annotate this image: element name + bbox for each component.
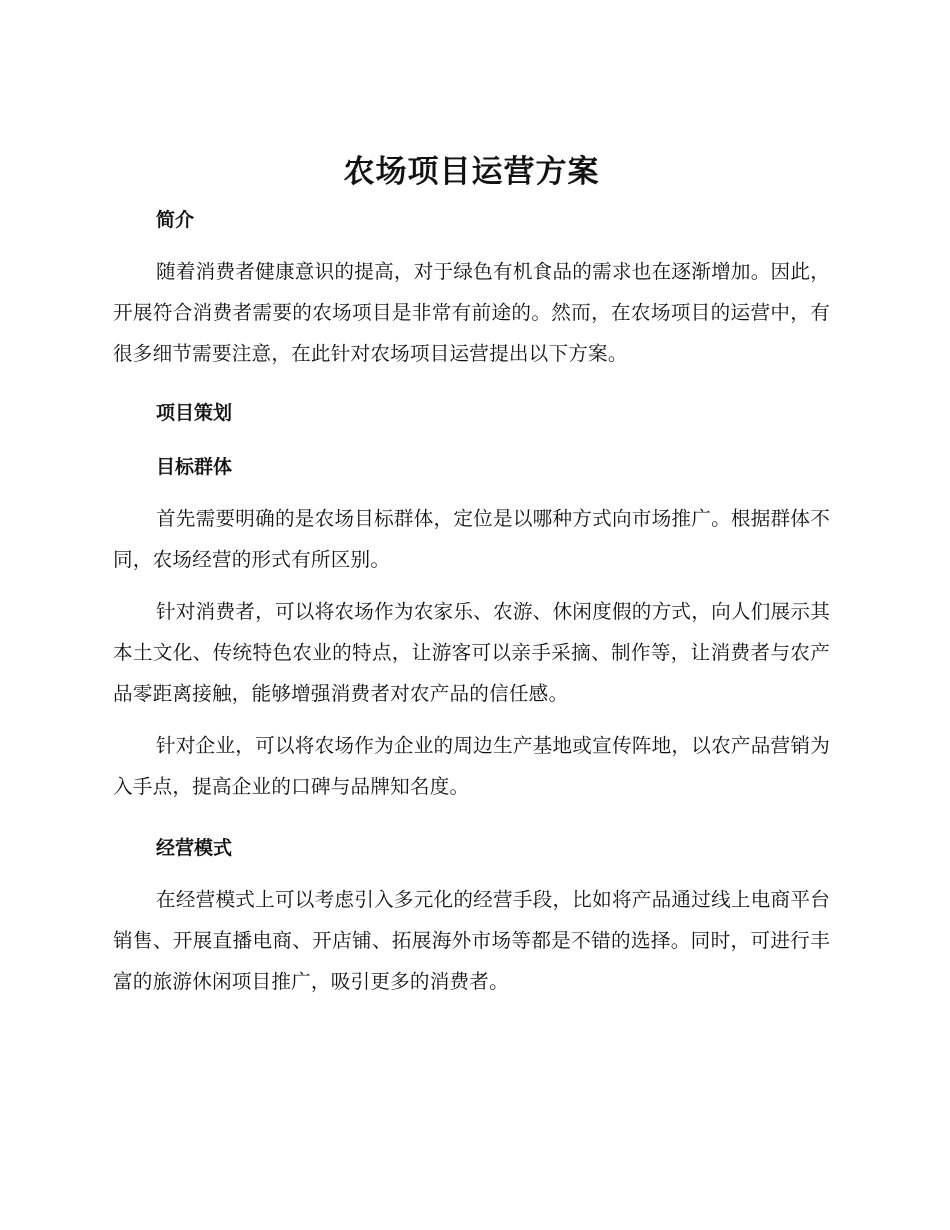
document-title: 农场项目运营方案: [343, 154, 600, 190]
paragraph-target-group-2: 针对消费者，可以将农场作为农家乐、农游、休闲度假的方式，向人们展示其本土文化、传统特色农业的特点，让游客可以亲手采摘、制作等，让消费者与农产品零距离接触，能够增强消费者对农产品的信任感。: [113, 600, 830, 705]
paragraph-target-group-3: 针对企业，可以将农场作为企业的周边生产基地或宣传阵地，以农产品营销为入手点，提高企业的口碑与品牌知名度。: [113, 734, 830, 798]
paragraph-business-model: 在经营模式上可以考虑引入多元化的经营手段，比如将产品通过线上电商平台销售、开展直播电商、开店铺、拓展海外市场等都是不错的选择。同时，可进行丰富的旅游休闲项目推广，吸引更多的消费者。: [113, 888, 830, 993]
document-page: [113, 150, 830, 1002]
section-heading-project-planning: 项目策划: [156, 402, 233, 424]
section-heading-intro: 简介: [156, 209, 195, 231]
section-heading-business-model: 经营模式: [156, 837, 233, 859]
section-heading-target-group: 目标群体: [156, 456, 233, 478]
paragraph-intro: 随着消费者健康意识的提高，对于绿色有机食品的需求也在逐渐增加。因此，开展符合消费者需要的农场项目是非常有前途的。然而，在农场项目的运营中，有很多细节需要注意，在此针对农场项目运营提出以下方案。: [113, 260, 830, 365]
paragraph-target-group-1: 首先需要明确的是农场目标群体，定位是以哪种方式向市场推广。根据群体不同，农场经营的形式有所区别。: [113, 507, 830, 571]
